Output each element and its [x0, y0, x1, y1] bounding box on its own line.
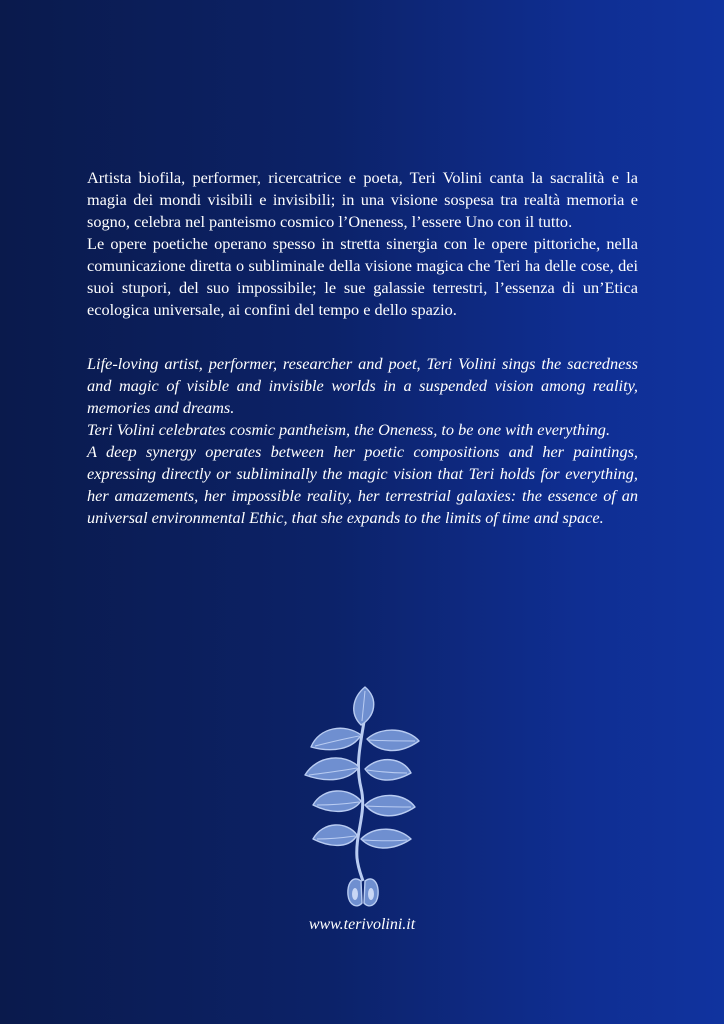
plant-leaf-left-1	[311, 728, 361, 749]
italian-paragraph-1: Artista biofila, performer, ricercatrice e poeta, Teri Volini canta la sacralità e la magia dei mondi visibili e invisibili; in una visione sospesa tra realtà memoria e sogno, celebra nel panteismo cosmico l’Oneness, l’essere Uno con il tutto.	[87, 168, 638, 231]
seedling-plant-icon	[295, 683, 425, 913]
english-paragraph-1: Life-loving artist, performer, researcher and poet, Teri Volini sings the sacredness and magic of visible and invisible worlds in a suspended vision among reality, memories and dreams.	[87, 354, 638, 417]
english-paragraph-2: Teri Volini celebrates cosmic pantheism, the Oneness, to be one with everything.	[87, 420, 611, 439]
english-description	[87, 353, 638, 529]
italian-description	[87, 167, 638, 321]
plant-leaf-right-2	[365, 760, 411, 780]
plant-leaf-right-3	[365, 795, 415, 815]
website-url[interactable]: www.terivolini.it	[308, 916, 416, 933]
plant-leaf-left-3	[313, 791, 361, 811]
english-paragraph-3: A deep synergy operates between her poetic compositions and her paintings, expressing directly or subliminally the magic vision that Teri holds for everything, her amazements, her impossible reality, her terrestrial galaxies: the essence of an universal environmental Ethic, that she expands to the limits of time and space.	[87, 442, 638, 527]
plant-leaf-right-4	[361, 829, 411, 848]
italian-paragraph-2: Le opere poetiche operano spesso in stretta sinergia con le opere pittoriche, nella comunicazione diretta o subliminale della visione magica che Teri ha delle cose, dei suoi stupori, del suo impossibile; le sue galassie terrestri, l’essenza di un’Etica ecologica universale, ai confini del tempo e dello spazio.	[87, 234, 638, 319]
plant-drawing	[305, 687, 419, 906]
plant-leaf-left-4	[313, 825, 357, 845]
